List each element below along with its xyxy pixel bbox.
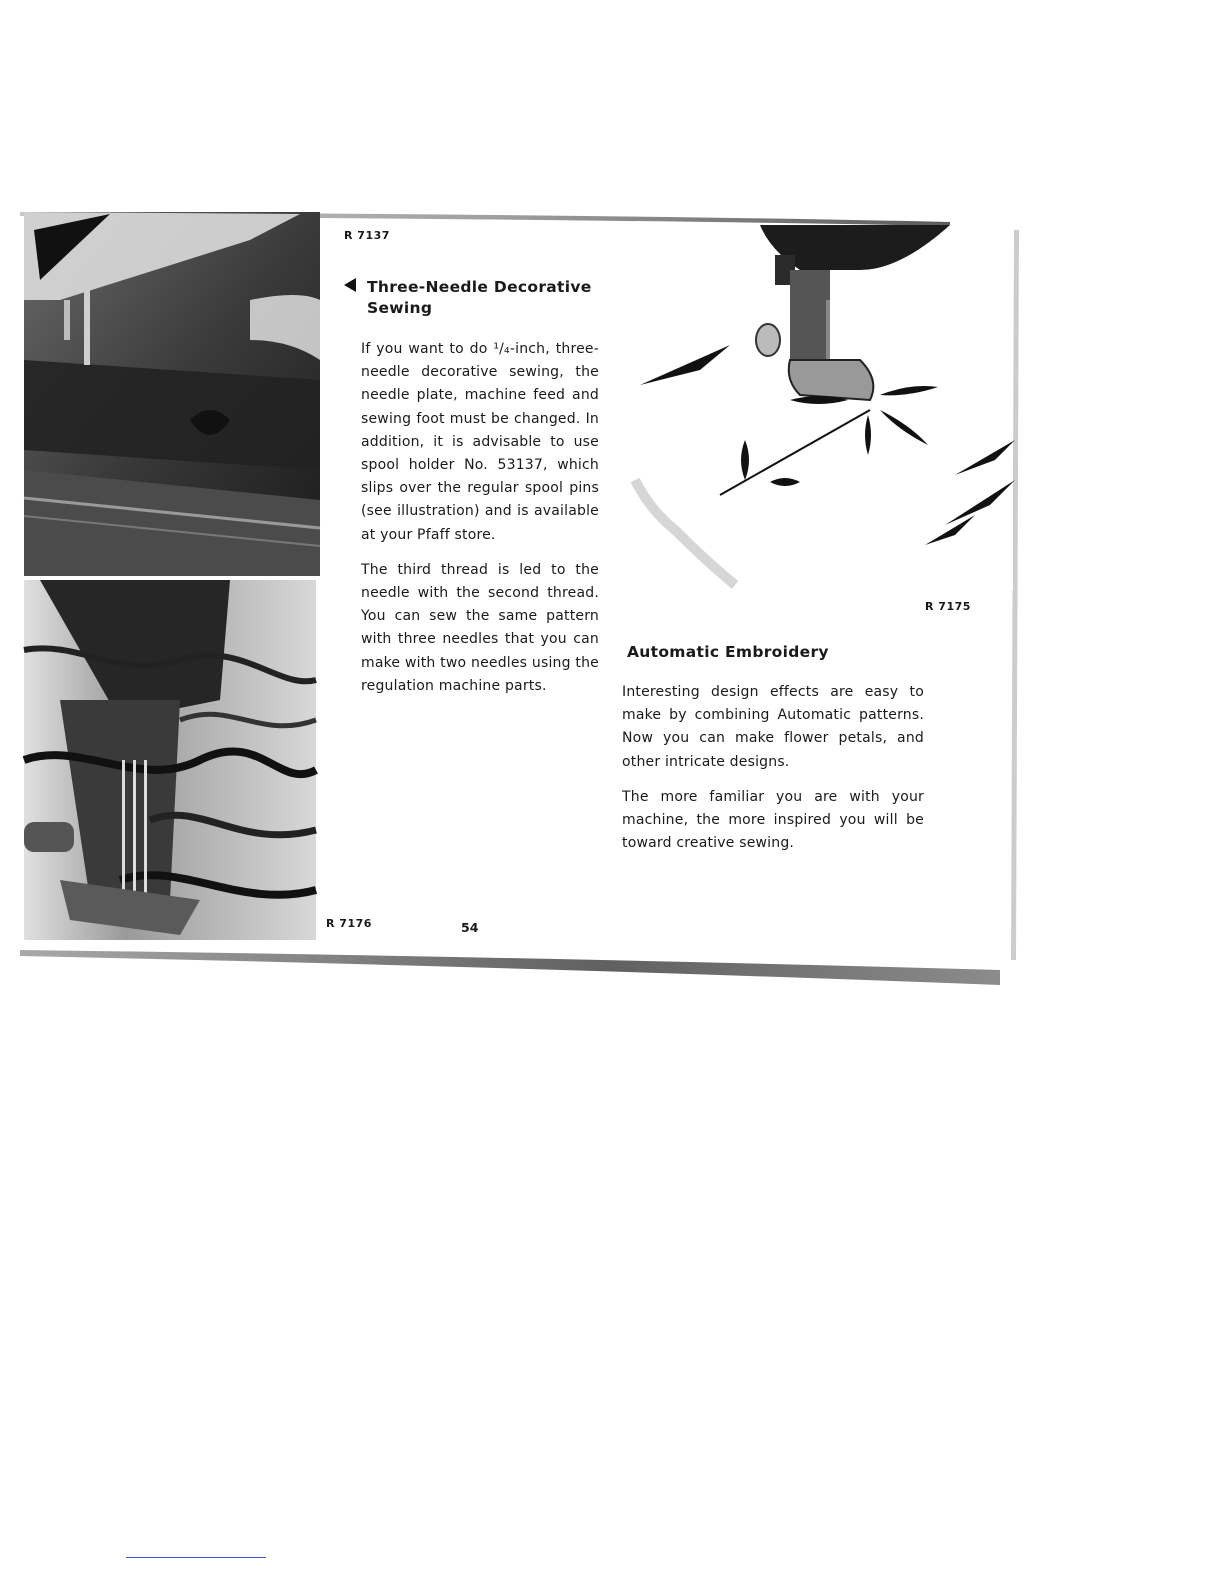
left-pointing-triangle-icon <box>344 278 356 292</box>
paragraph: The more familiar you are with your machine, the more inspired you will be toward creative sewing. <box>622 788 924 852</box>
page-number: 54 <box>461 920 479 935</box>
paragraph: If you want to do ¹/₄-inch, three-needle decorative sewing, the needle plate, machine feed and sewing foot must be changed. In addition, it is advisable to use spool holder No. 53137, which slips over the regular spool pins (see illustration) and is available at your Pfaff store. <box>361 341 599 543</box>
paragraph: The third thread is led to the needle with the second thread. You can sew the same pattern with three needles that you can make with two needles using the regulation machine parts. <box>361 561 599 694</box>
section-heading-embroidery: Automatic Embroidery <box>627 643 829 661</box>
heading-line-1: Three-Needle Decorative <box>367 278 592 296</box>
three-needle-sewing-photo <box>24 580 316 940</box>
section-heading-three-needle <box>367 277 607 319</box>
three-needle-body <box>361 338 599 710</box>
photo-code-bottom: R 7176 <box>326 917 372 930</box>
paragraph: Interesting design effects are easy to make by combining Automatic patterns. Now you can make flower petals, and other intricate designs. <box>622 684 924 770</box>
spool-holder-photo <box>24 212 320 576</box>
scan-artifact-line <box>126 1557 266 1558</box>
heading-line-2: Sewing <box>367 299 433 317</box>
embroidery-body <box>622 681 924 867</box>
photo-code-top: R 7137 <box>344 229 390 242</box>
photo-code-right: R 7175 <box>925 600 971 613</box>
embroidery-illustration <box>628 225 1015 590</box>
